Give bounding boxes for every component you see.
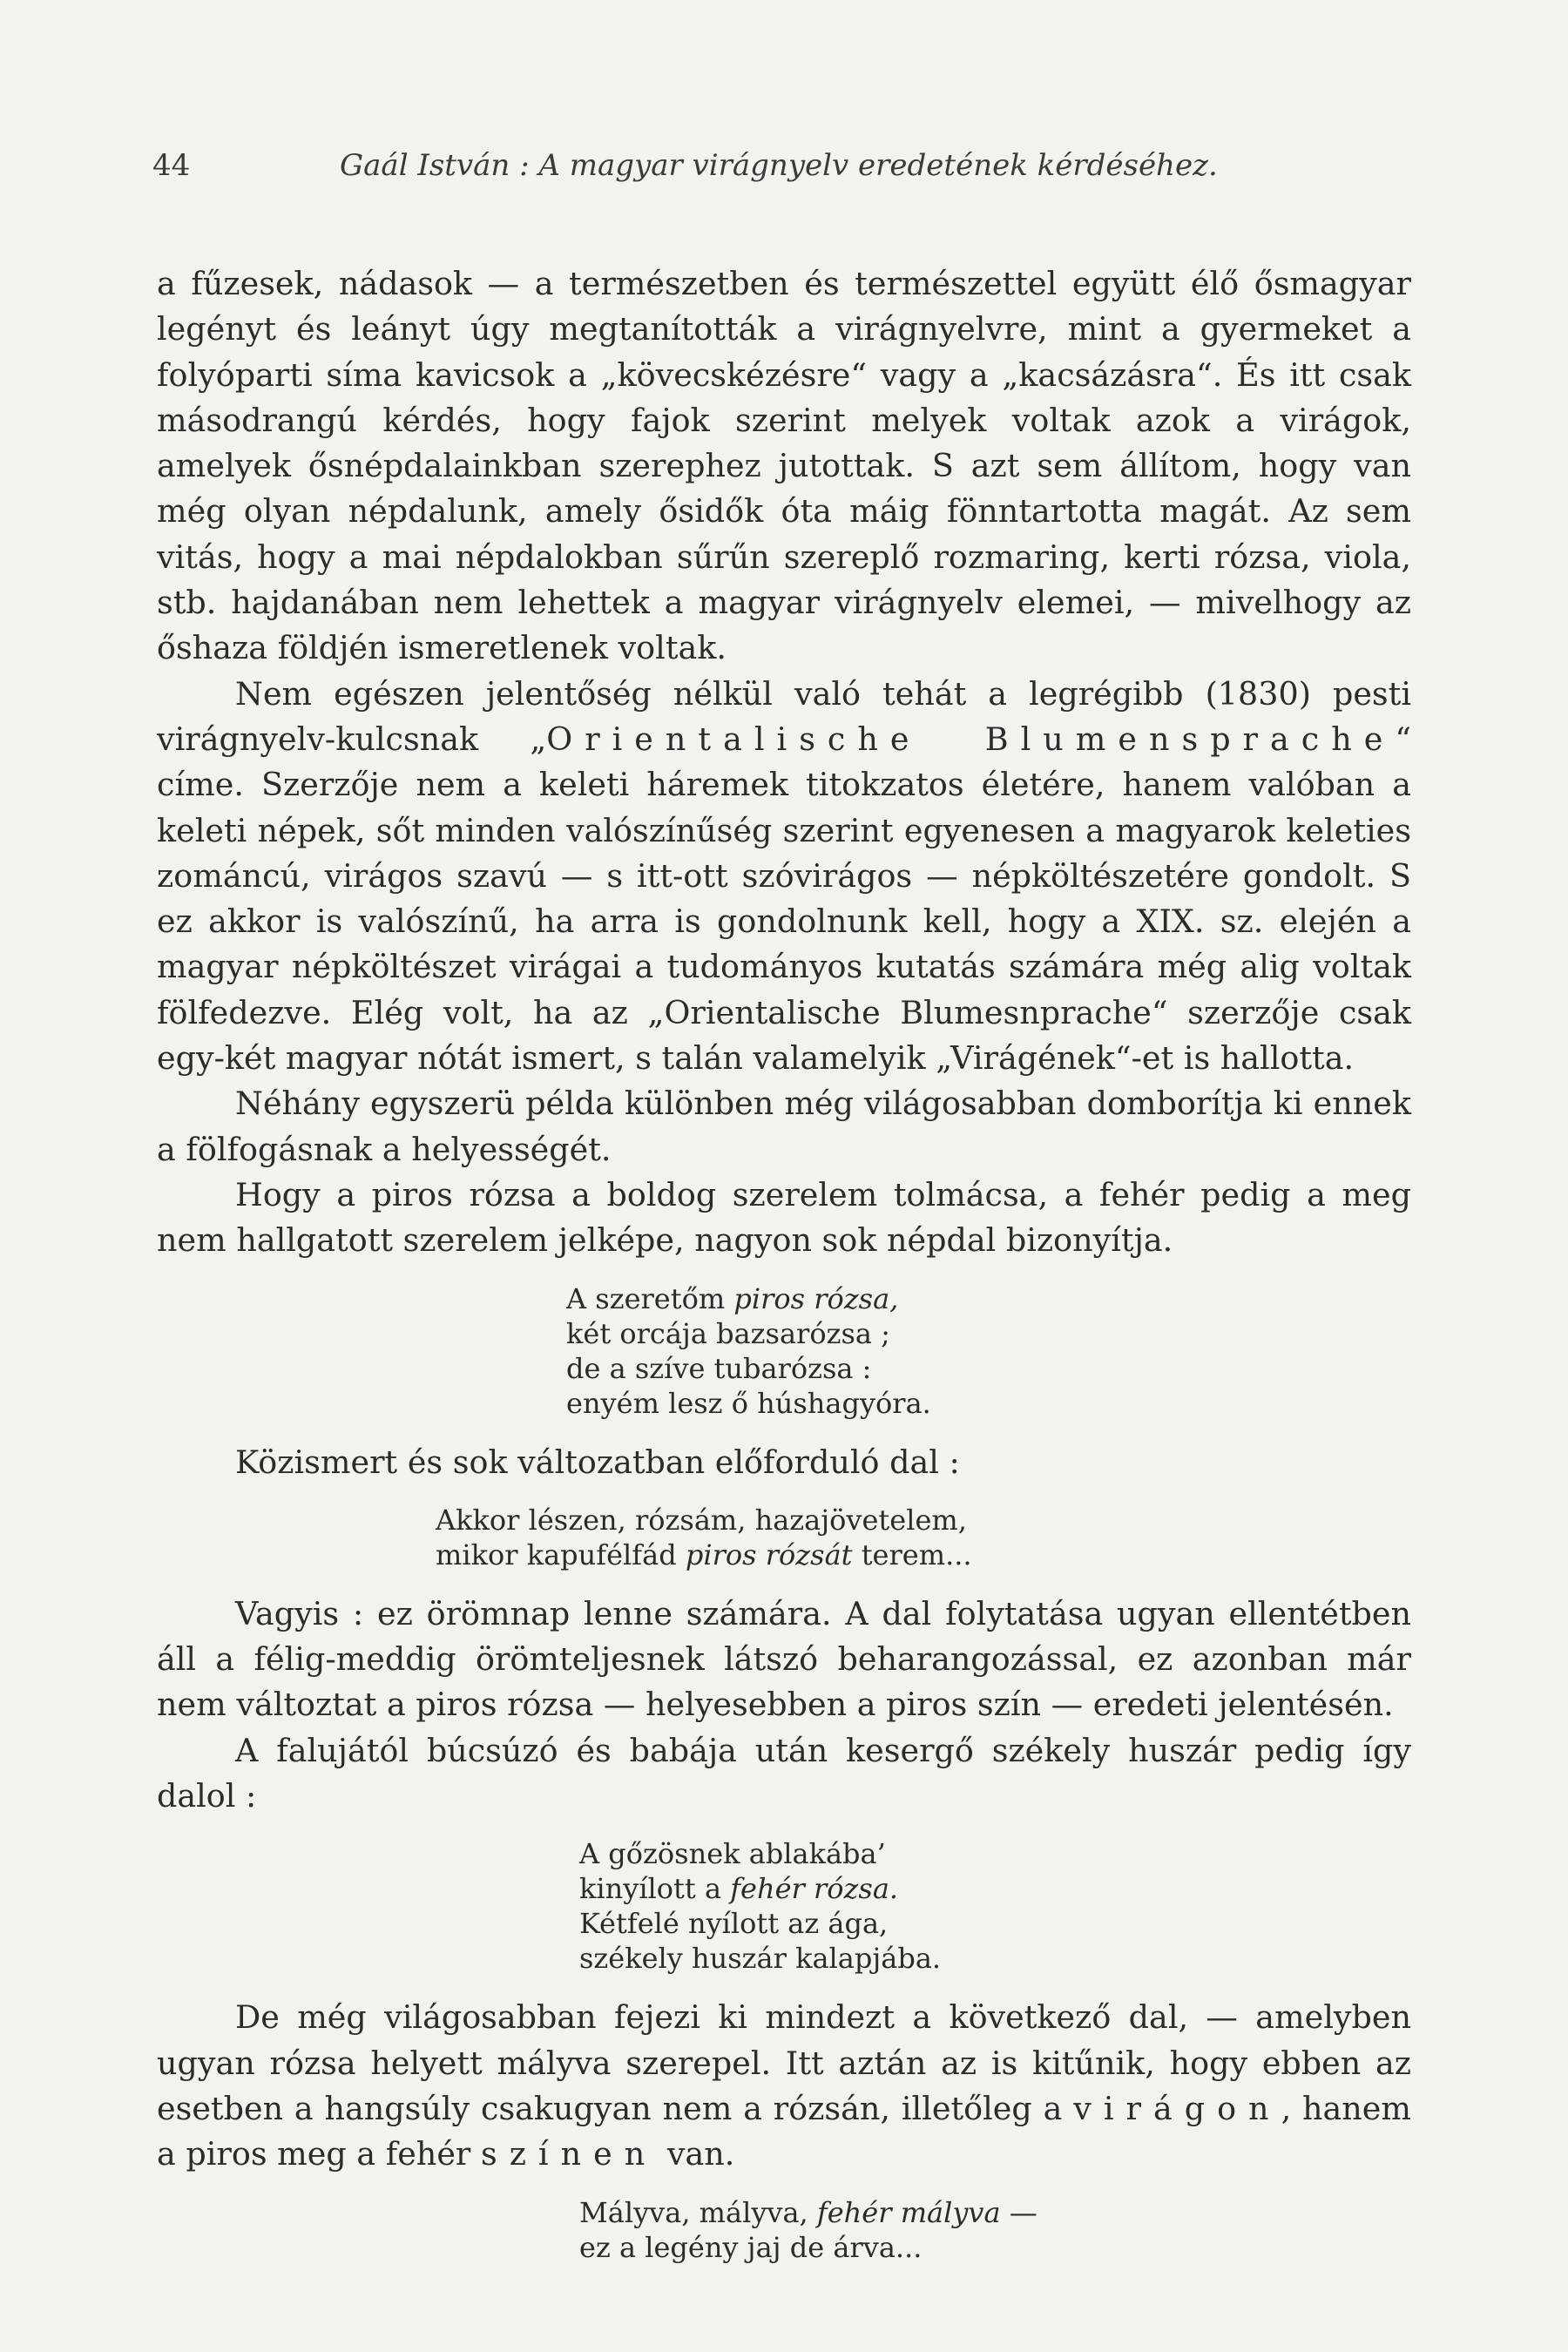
verse-3 (157, 1836, 1411, 1976)
verse-line: kinyílott a fehér rózsa. (579, 1872, 899, 1906)
verse-line: de a szíve tubarózsa : (566, 1351, 872, 1385)
paragraph-8: De még világosabban fejezi ki mindezt a következő dal, — amelyben ugyan rózsa helyett mályva szerepel. Itt aztán az is kitűnik, hogy ebben az esetben a hangsúly csakugyan nem a rózsán, illetőleg a virágon, hanem a piros meg a fehér színen van. (157, 1998, 1411, 2173)
paragraph-3: Néhány egyszerü példa különben még világosabban domborítja ki ennek a fölfogásnak a helyességét. (157, 1085, 1411, 1168)
verse-1 (157, 1281, 1411, 1421)
verse-line: A gőzösnek ablakába’ (579, 1837, 886, 1871)
verse-2 (157, 1503, 1411, 1572)
paragraph-4: Hogy a piros rózsa a boldog szerelem tolmácsa, a fehér pedig a meg nem hallgatott szerelem jelképe, nagyon sok népdal bizonyítja. (157, 1175, 1411, 1260)
verse-line: mikor kapufélfád piros rózsát terem... (436, 1538, 972, 1571)
verse-line: enyém lesz ő húshagyóra. (566, 1386, 931, 1420)
verse-4 (157, 2195, 1411, 2265)
verse-line: Akkor lészen, rózsám, hazajövetelem, (436, 1503, 967, 1537)
spaced-title: Orientalische Blumensprache (546, 720, 1396, 758)
verse-line: ez a legény jaj de árva... (579, 2230, 923, 2264)
running-title: Gaál István : A magyar virágnyelv eredetének kérdéséhez. (340, 148, 1218, 183)
paragraph-7: A falujától búcsúzó és babája után kesergő székely huszár pedig így dalol : (157, 1731, 1411, 1815)
verse-line: A szeretőm piros rózsa, (566, 1281, 899, 1315)
verse-line: székely huszár kalapjába. (579, 1942, 942, 1976)
paragraph-1: a fűzesek, nádasok — a természetben és természettel együtt élő ősmagyar legényt és leányt úgy megtanították a virágnyelvre, mint a gyermeket a folyóparti síma kavicsok a „kövecskézésre“ vagy a „kacsázásra“. És itt csak másodrangú kérdés, hogy fajok szerint melyek voltak azok a virágok, amelyek ősnépdalainkban szerephez jutottak. S azt sem állítom, hogy van még olyan népdalunk, amely ősidők óta máig fönntartotta magát. Az sem vitás, hogy a mai népdalokban sűrűn szereplő rozmaring, kerti rózsa, viola, stb. hajdanában nem lehettek a magyar virágnyelv elemei, — mivelhogy az őshaza földjén ismeretlenek voltak. (157, 265, 1411, 667)
page-number: 44 (152, 148, 191, 183)
paragraph-6: Vagyis : ez örömnap lenne számára. A dal folytatása ugyan ellentétben áll a félig-meddig örömteljesnek látszó beharangozással, ez azonban már nem változtat a piros rózsa — helyesebben a piros szín — eredeti jelentésén. (157, 1594, 1411, 1724)
paragraph-2: Nem egészen jelentőség nélkül való tehát a legrégibb (1830) pesti virágnyelv-kulcsnak „Orientalische Blumensprache“ címe. Szerzője nem a keleti háremek titokzatos életére, hanem valóban a keleti népek, sőt minden valószínűség szerint egyenesen a magyarok keleties zománcú, virágos szavú — s itt-ott szóvirágos — népköltészetére gondolt. S ez akkor is valószínű, ha arra is gondolnunk kell, hogy a XIX. sz. elején a magyar népköltészet virágai a tudományos kutatás számára még alig voltak fölfedezve. Elég volt, ha az „Orientalische Blumesnprache“ szerzője csak egy-két magyar nótát ismert, s talán valamelyik „Virágének“-et is hallotta. (157, 674, 1411, 1078)
paragraph-5: Közismert és sok változatban előforduló dal : (235, 1443, 960, 1481)
verse-line: két orcája bazsarózsa ; (566, 1316, 890, 1350)
verse-line: Mályva, mályva, fehér mályva — (579, 2195, 1037, 2229)
verse-line: Kétfelé nyílott az ága, (579, 1907, 889, 1941)
running-header (152, 148, 1416, 183)
body-text (157, 261, 1411, 2284)
